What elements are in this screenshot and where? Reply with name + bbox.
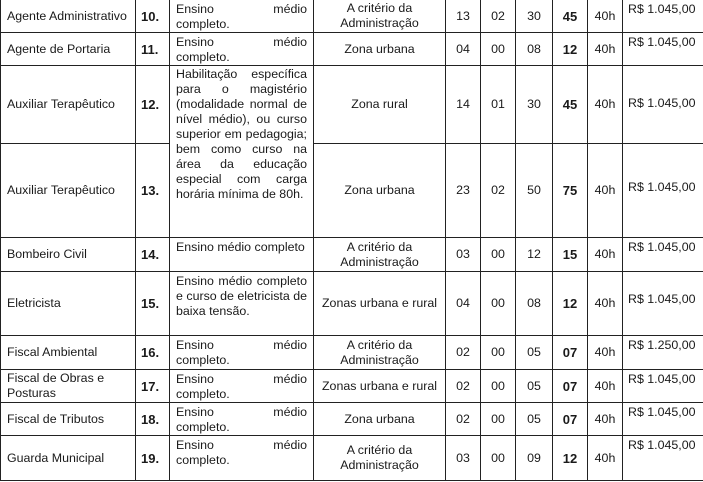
- cargo-cell: Fiscal de Obras e Posturas: [1, 370, 136, 403]
- local-cell: Zona rural: [314, 66, 446, 144]
- local-cell: Zona urbana: [314, 403, 446, 436]
- vagas-cell: 02: [481, 0, 516, 33]
- vagas-cell: 00: [481, 238, 516, 272]
- vagas-cell: 50: [516, 144, 553, 238]
- total-cell: 12: [553, 272, 588, 336]
- escolaridade-cell: Ensino médio completo.: [170, 33, 314, 66]
- vagas-cell: 02: [446, 370, 481, 403]
- local-cell: A critério da Administração: [314, 436, 446, 481]
- vagas-cell: 30: [516, 0, 553, 33]
- table-row: [1, 370, 703, 403]
- salario-cell: R$ 1.045,00: [623, 403, 703, 436]
- local-cell: Zona urbana: [314, 33, 446, 66]
- total-cell: 75: [553, 144, 588, 238]
- cargo-cell: Fiscal Ambiental: [1, 336, 136, 370]
- vagas-cell: 02: [446, 336, 481, 370]
- vagas-cell: 03: [446, 436, 481, 481]
- local-cell: Zona urbana: [314, 144, 446, 238]
- total-cell: 15: [553, 238, 588, 272]
- salario-cell: R$ 1.045,00: [623, 272, 703, 336]
- vagas-cell: 08: [516, 33, 553, 66]
- vagas-cell: 02: [446, 403, 481, 436]
- salario-cell: R$ 1.045,00: [623, 66, 703, 144]
- number-cell: 14.: [136, 238, 170, 272]
- escolaridade-cell: Ensino médio completo.: [170, 336, 314, 370]
- carga-cell: 40h: [588, 238, 623, 272]
- total-cell: 45: [553, 66, 588, 144]
- number-cell: 10.: [136, 0, 170, 33]
- table-row: [1, 436, 703, 481]
- vagas-cell: 04: [446, 33, 481, 66]
- salario-cell: R$ 1.045,00: [623, 436, 703, 481]
- vagas-cell: 05: [516, 336, 553, 370]
- total-cell: 12: [553, 33, 588, 66]
- total-cell: 45: [553, 0, 588, 33]
- vagas-cell: 00: [481, 403, 516, 436]
- carga-cell: 40h: [588, 144, 623, 238]
- escolaridade-cell: Ensino médio completo e curso de eletricista de baixa tensão.: [170, 272, 314, 336]
- local-cell: Zonas urbana e rural: [314, 370, 446, 403]
- vagas-cell: 08: [516, 272, 553, 336]
- cargo-cell: Auxiliar Terapêutico: [1, 144, 136, 238]
- cargo-cell: Bombeiro Civil: [1, 238, 136, 272]
- carga-cell: 40h: [588, 33, 623, 66]
- total-cell: 07: [553, 336, 588, 370]
- salario-cell: R$ 1.045,00: [623, 370, 703, 403]
- vagas-cell: 00: [481, 436, 516, 481]
- salario-cell: R$ 1.045,00: [623, 0, 703, 33]
- vagas-cell: 01: [481, 66, 516, 144]
- carga-cell: 40h: [588, 436, 623, 481]
- table-row: [1, 0, 703, 33]
- vagas-cell: 14: [446, 66, 481, 144]
- vagas-cell: 09: [516, 436, 553, 481]
- cargo-cell: Guarda Municipal: [1, 436, 136, 481]
- number-cell: 13.: [136, 144, 170, 238]
- cargo-cell: Agente Administrativo: [1, 0, 136, 33]
- table-row: [1, 66, 703, 144]
- salario-cell: R$ 1.250,00: [623, 336, 703, 370]
- escolaridade-cell: Habilitação específica para o magistério (modalidade normal de nível médio), ou curso superior em pedagogia; bem como curso na área da educação especial com carga horária mínima de 80h.: [170, 66, 314, 238]
- cargo-cell: Fiscal de Tributos: [1, 403, 136, 436]
- table-row: [1, 144, 703, 238]
- carga-cell: 40h: [588, 336, 623, 370]
- carga-cell: 40h: [588, 403, 623, 436]
- vagas-cell: 03: [446, 238, 481, 272]
- escolaridade-cell: Ensino médio completo.: [170, 436, 314, 481]
- vagas-cell: 00: [481, 33, 516, 66]
- carga-cell: 40h: [588, 272, 623, 336]
- vagas-cell: 00: [481, 370, 516, 403]
- vagas-cell: 23: [446, 144, 481, 238]
- vagas-cell: 00: [481, 272, 516, 336]
- escolaridade-cell: Ensino médio completo: [170, 238, 314, 272]
- vagas-cell: 30: [516, 66, 553, 144]
- number-cell: 18.: [136, 403, 170, 436]
- number-cell: 19.: [136, 436, 170, 481]
- vagas-cell: 05: [516, 403, 553, 436]
- local-cell: A critério da Administração: [314, 238, 446, 272]
- escolaridade-cell: Ensino médio completo.: [170, 403, 314, 436]
- cargo-cell: Eletricista: [1, 272, 136, 336]
- local-cell: A critério da Administração: [314, 336, 446, 370]
- table-row: [1, 403, 703, 436]
- total-cell: 12: [553, 436, 588, 481]
- local-cell: A critério da Administração: [314, 0, 446, 33]
- salario-cell: R$ 1.045,00: [623, 238, 703, 272]
- carga-cell: 40h: [588, 0, 623, 33]
- local-cell: Zonas urbana e rural: [314, 272, 446, 336]
- carga-cell: 40h: [588, 66, 623, 144]
- vagas-cell: 05: [516, 370, 553, 403]
- table-row: [1, 238, 703, 272]
- total-cell: 07: [553, 403, 588, 436]
- vagas-cell: 13: [446, 0, 481, 33]
- cargo-cell: Agente de Portaria: [1, 33, 136, 66]
- number-cell: 17.: [136, 370, 170, 403]
- vagas-cell: 02: [481, 144, 516, 238]
- number-cell: 11.: [136, 33, 170, 66]
- table-row: [1, 33, 703, 66]
- vagas-cell: 12: [516, 238, 553, 272]
- vagas-cell: 04: [446, 272, 481, 336]
- escolaridade-cell: Ensino médio completo.: [170, 0, 314, 33]
- number-cell: 16.: [136, 336, 170, 370]
- carga-cell: 40h: [588, 370, 623, 403]
- salario-cell: R$ 1.045,00: [623, 33, 703, 66]
- cargo-cell: Auxiliar Terapêutico: [1, 66, 136, 144]
- vagas-cell: 00: [481, 336, 516, 370]
- number-cell: 12.: [136, 66, 170, 144]
- total-cell: 07: [553, 370, 588, 403]
- escolaridade-cell: Ensino médio completo.: [170, 370, 314, 403]
- salario-cell: R$ 1.045,00: [623, 144, 703, 238]
- number-cell: 15.: [136, 272, 170, 336]
- table-row: [1, 336, 703, 370]
- table-row: [1, 272, 703, 336]
